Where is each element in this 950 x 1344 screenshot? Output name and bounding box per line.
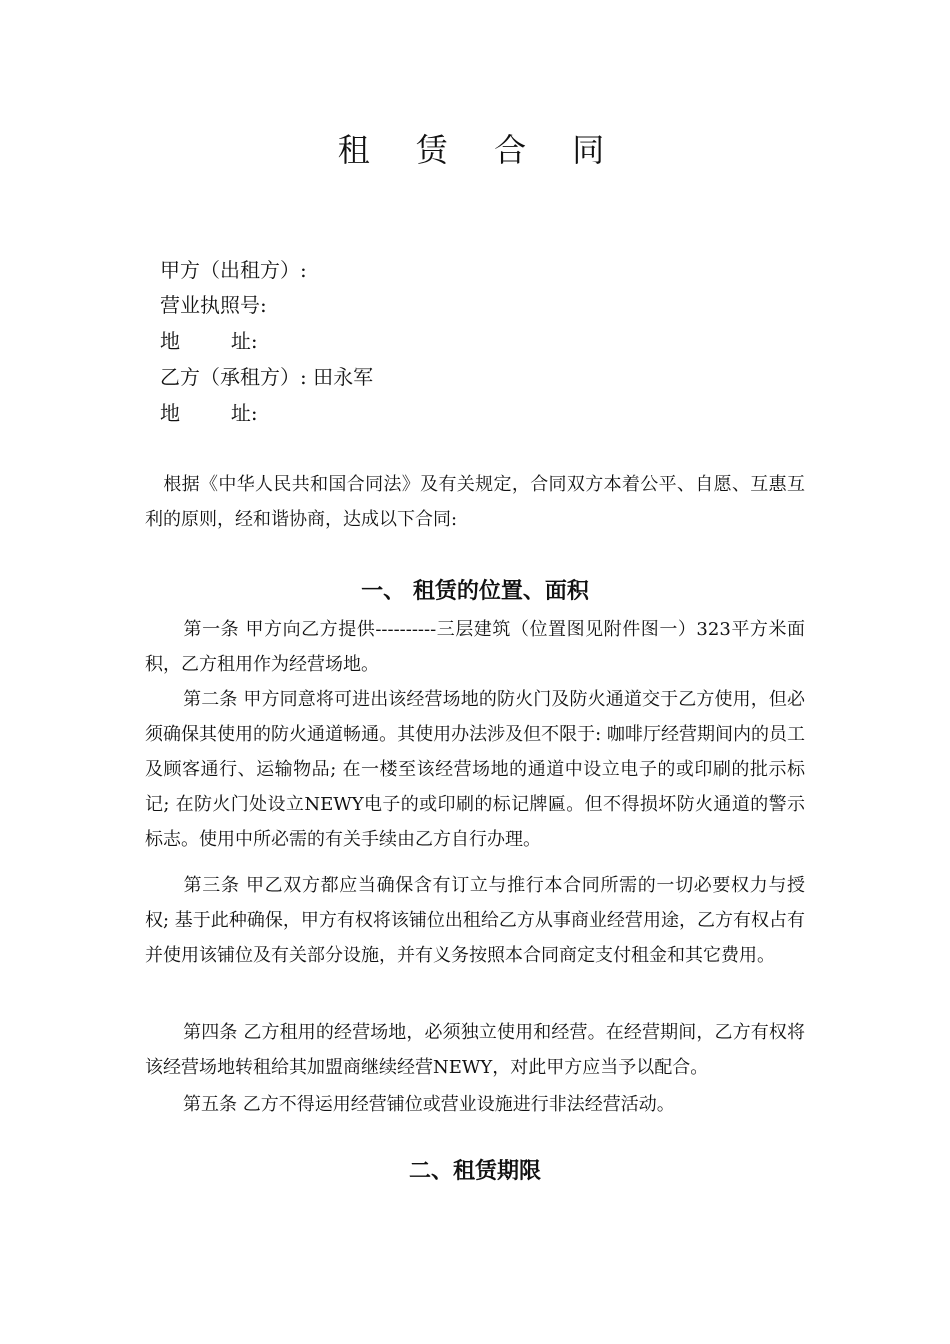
party-b-line: 乙方（承租方）: 田永军 — [160, 365, 374, 389]
article-5-text: 第五条 乙方不得运用经营铺位或营业设施进行非法经营活动。 — [183, 1094, 675, 1115]
article-2 — [145, 682, 805, 857]
preamble-paragraph — [145, 467, 805, 537]
party-a-line: 甲方（出租方）: — [160, 258, 307, 282]
party-a-address-line: 地 址: — [160, 329, 258, 353]
document-title: 租 赁 合 同 — [337, 131, 623, 169]
article-3 — [145, 868, 805, 973]
business-license-line: 营业执照号: — [160, 293, 267, 317]
section-2-heading: 二、租赁期限 — [408, 1158, 541, 1184]
article-1 — [145, 612, 805, 682]
article-4-text: 第四条 乙方租用的经营场地，必须独立使用和经营。在经营期间，乙方有权将该经营场地转租给其加盟商继续经营NEWY，对此甲方应当予以配合。 — [145, 1022, 805, 1078]
party-b-address-line: 地 址: — [160, 401, 258, 425]
article-2-text: 第二条 甲方同意将可进出该经营场地的防火门及防火通道交于乙方使用，但必须确保其使用的防火通道畅通。其使用办法涉及但不限于: 咖啡厅经营期间内的员工及顾客通行、运输物品; 在一楼至该经营场地的通道中设立电子的或印刷的批示标记; 在防火门处设立NEWY电子的或印刷的标记牌匾。但不得损坏防火通道的警示标志。使用中所必需的有关手续由乙方自行办理。 — [145, 689, 805, 850]
preamble-text: 根据《中华人民共和国合同法》及有关规定，合同双方本着公平、自愿、互惠互利的原则，经和谐协商，达成以下合同: — [145, 474, 805, 530]
article-4 — [145, 1015, 805, 1085]
article-1-text: 第一条 甲方向乙方提供----------三层建筑（位置图见附件图一）323平方米面积，乙方租用作为经营场地。 — [145, 619, 805, 675]
section-1-heading: 一、 租赁的位置、面积 — [361, 578, 589, 604]
article-3-text: 第三条 甲乙双方都应当确保含有订立与推行本合同所需的一切必要权力与授权; 基于此种确保，甲方有权将该铺位出租给乙方从事商业经营用途，乙方有权占有并使用该铺位及有关部分设施，并有义务按照本合同商定支付租金和其它费用。 — [145, 875, 805, 966]
article-5 — [145, 1087, 805, 1122]
